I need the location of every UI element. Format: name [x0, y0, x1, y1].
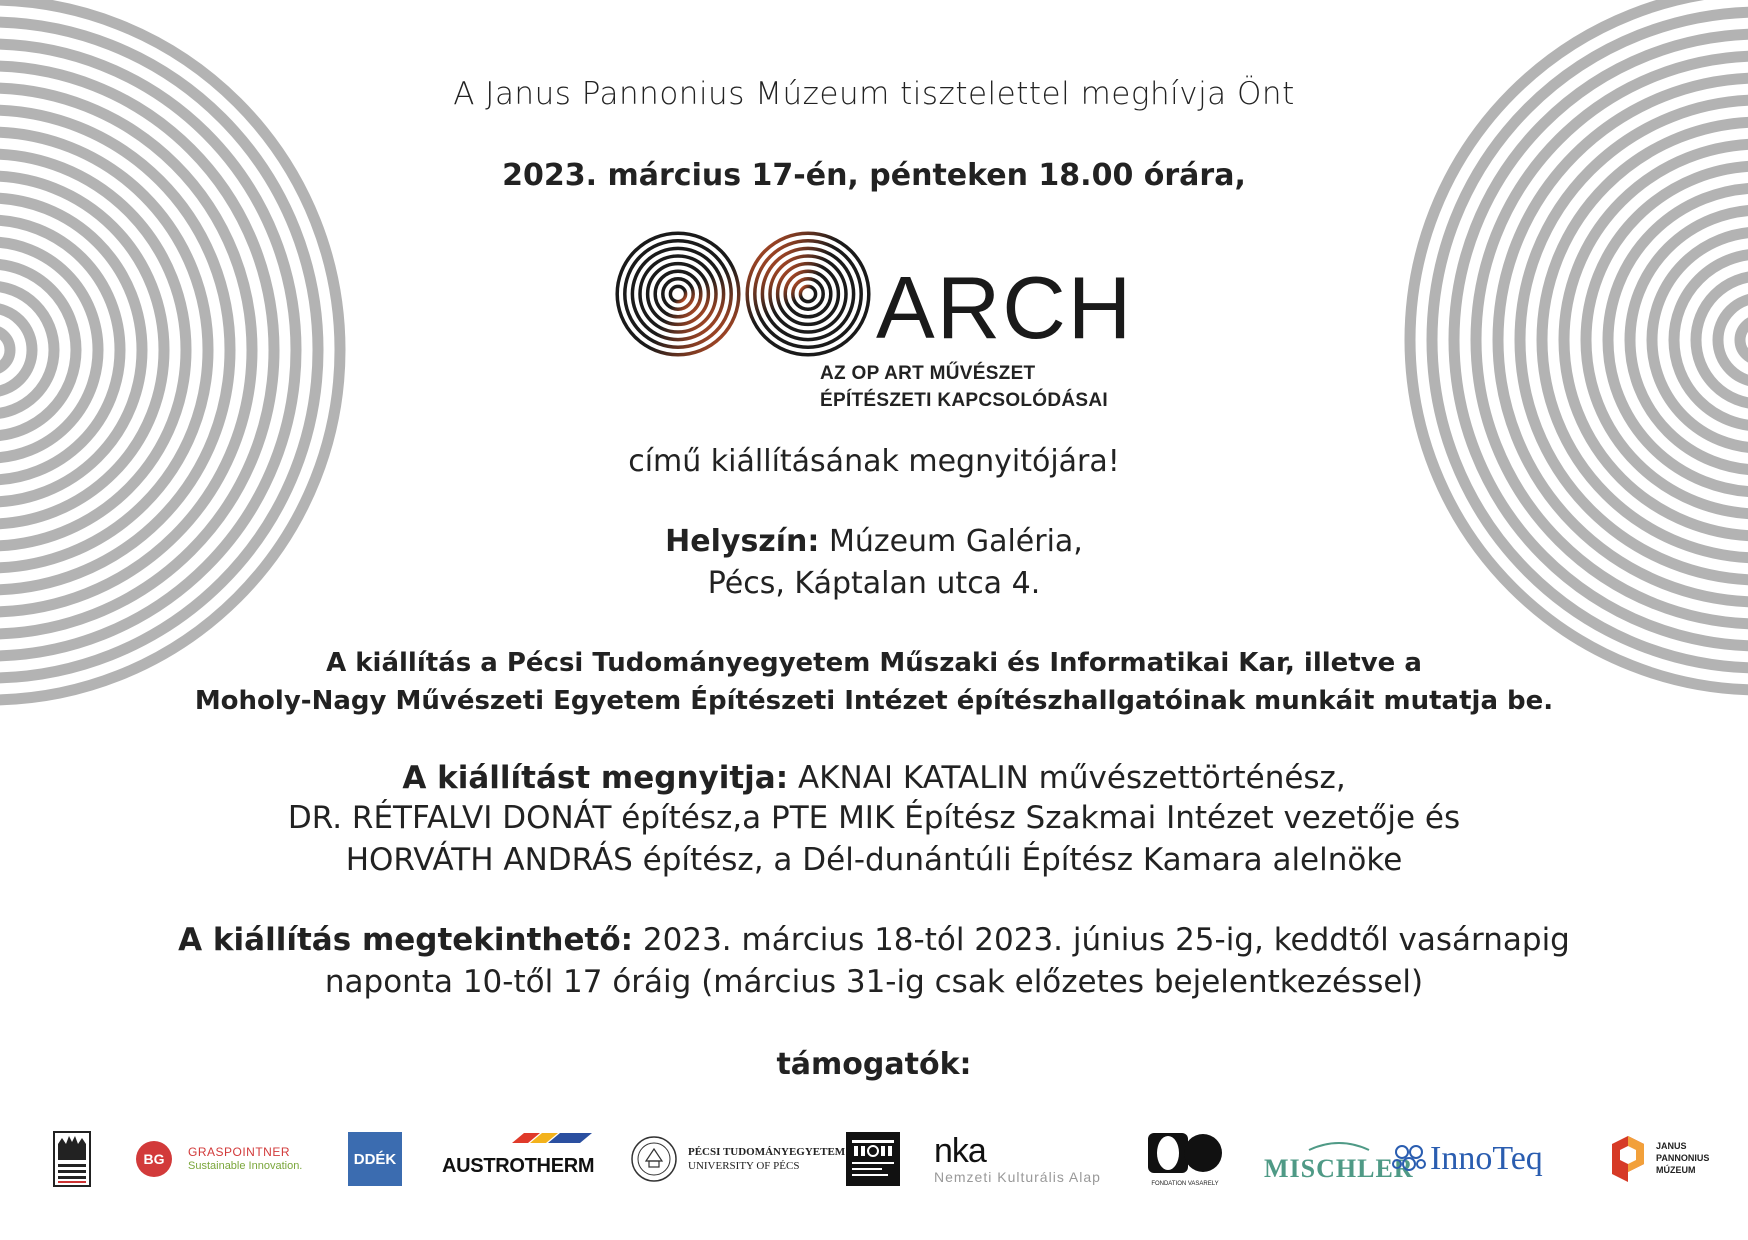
venue-label: Helyszín: [665, 524, 820, 559]
jpm-line3: MÚZEUM [1656, 1164, 1696, 1175]
sponsor-mome-logo [846, 1128, 900, 1190]
sponsor-jpm-logo [1608, 1128, 1709, 1190]
pte-name-en: UNIVERSITY OF PÉCS [688, 1160, 800, 1172]
viewing-line1 [0, 922, 1748, 958]
logo-p-ring [793, 279, 823, 309]
vasarely-circles-icon [1146, 1131, 1224, 1177]
exhibition-subtitle-line1: AZ OP ART MŰVÉSZET [820, 363, 1036, 384]
jpm-line2: PANNONIUS [1656, 1153, 1710, 1164]
vasarely-text: FONDATION VASARELY [1151, 1181, 1219, 1187]
sponsor-graspointner-logo [136, 1128, 302, 1190]
description-line2: Moholy-Nagy Művészeti Egyetem Építészeti Intézet építészhallgatóinak munkáit mutatja be. [194, 686, 1554, 716]
event-date: 2023. március 17-én, pénteken 18.00 órára, [502, 158, 1246, 193]
pte-seal-icon [630, 1135, 678, 1183]
description-line1: A kiállítás a Pécsi Tudományegyetem Műszaki és Informatikai Kar, illetve a [326, 648, 1422, 678]
logo-o-ring [663, 279, 693, 309]
graspointner-mark: BG [143, 1151, 165, 1167]
opening-speaker1: AKNAI KATALIN művészettörténész, [788, 760, 1346, 796]
invitation-intro: A Janus Pannonius Múzeum tisztelettel meghívja Önt [453, 76, 1295, 112]
sponsor-pte-logo [630, 1128, 845, 1190]
logo-p-ring [747, 233, 869, 355]
right-ring [1740, 320, 1748, 360]
opening-label: A kiállítást megnyitja: [402, 760, 789, 796]
venue-name: Múzeum Galéria, [819, 524, 1083, 559]
sponsor-ddek-logo [348, 1128, 402, 1190]
venue-line1 [0, 524, 1748, 559]
left-ring [0, 330, 10, 370]
logo-o-ring [670, 286, 685, 301]
austrotherm-text: AUSTROTHERM [442, 1154, 595, 1177]
innoteq-hexagon-icon [1392, 1144, 1426, 1174]
graspointner-name: GRASPOINTNER [188, 1144, 291, 1159]
jpm-logo-icon [1608, 1134, 1648, 1184]
innoteq-text: InnoTeq [1430, 1140, 1543, 1177]
nka-mark: nka [934, 1132, 986, 1170]
opening-speaker2: DR. RÉTFALVI DONÁT építész,a PTE MIK Építész Szakmai Intézet vezetője és [287, 800, 1461, 836]
venue-address: Pécs, Káptalan utca 4. [707, 566, 1041, 601]
graspointner-circle-icon [136, 1141, 172, 1177]
viewing-hours: naponta 10-től 17 óráig (március 31-ig csak előzetes bejelentkezéssel) [324, 964, 1424, 1000]
supporters-label: támogatók: [776, 1047, 972, 1082]
mome-emblem-icon [846, 1132, 900, 1186]
mischler-text: MISCHLER [1264, 1153, 1414, 1183]
opening-speaker3: HORVÁTH ANDRÁS építész, a Dél-dunántúli Építész Kamara alelnöke [345, 842, 1403, 878]
nka-name: Nemzeti Kulturális Alap [934, 1169, 1101, 1185]
logo-p-ring [770, 256, 846, 332]
exhibition-opening-text: című kiállításának megnyitójára! [628, 444, 1120, 479]
logo-o-ring [640, 256, 716, 332]
logo-p-ring [800, 286, 815, 301]
pte-name: PÉCSI TUDOMÁNYEGYETEM [688, 1145, 846, 1158]
jpm-line1: JANUS [1656, 1141, 1687, 1152]
opening-line1 [0, 760, 1748, 796]
exhibition-title: ARCH [876, 258, 1134, 357]
sponsor-austrotherm-logo [442, 1128, 594, 1190]
sponsor-innoteq-logo [1392, 1128, 1543, 1190]
viewing-label: A kiállítás megtekinthető: [178, 922, 634, 958]
sponsor-pecs-city-logo [52, 1128, 92, 1190]
ddek-text: DDÉK [348, 1132, 402, 1186]
viewing-dates: 2023. március 18-tól 2023. június 25-ig, keddtől vasárnapig [633, 922, 1570, 958]
sponsor-vasarely-logo [1146, 1128, 1224, 1190]
logo-o-spiral [617, 233, 739, 355]
exhibition-subtitle-line2: ÉPÍTÉSZETI KAPCSOLÓDÁSAI [820, 390, 1109, 411]
logo-o-ring [617, 233, 739, 355]
sponsor-nka-logo [934, 1128, 1101, 1190]
graspointner-tagline: Sustainable Innovation. [188, 1159, 303, 1172]
